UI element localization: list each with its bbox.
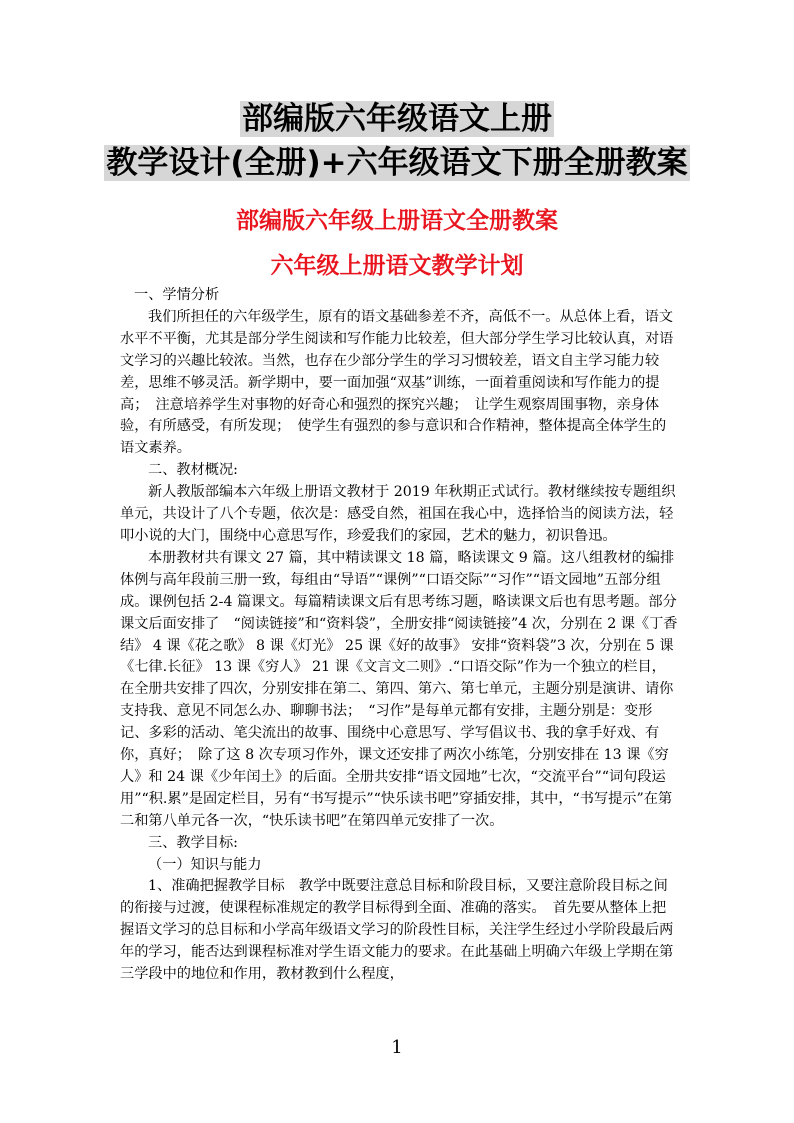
heading-learning-analysis: 一、学情分析: [134, 287, 220, 303]
heading-teaching-goals: 三、教学目标:: [148, 834, 238, 851]
paragraph-textbook-details: 本册教材共有课文 27 篇，其中精读课文 18 篇，略读课文 9 篇。这八组教材的编排体例与高年段前三册一致，每组由“导语”“课例”“口语交际”“习作”“语文园地”五部分组成。课例包括 2-4 篇课文。每篇精读课文后有思考练习题，略读课文后也有思考题。部分课文后面安排了 “阅读链接”和“资料袋”，全册安排“阅读链接”4 次，分别在 2 课《丁香结》 4 课《花之歌》 8 课《灯光》 25 课《好的故事》 安排“资料袋”3 次，分别在 5 课《七律.长征》 13 课《穷人》 21 课《文言文二则》.“口语交际”作为一个独立的栏目，在全册共安排了四次，分别安排在第二、第四、第六、第七单元，主题分别是演讲、请你支持我、意见不同怎么办、聊聊书法； “习作”是每单元都有安排，主题分别是：变形记、多彩的活动、笔尖流出的故事、围绕中心意思写、学写倡议书、我的拿手好戏、有你，真好； 除了这 8 次专项习作外，课文还安排了两次小练笔，分别安排在 13 课《穷人》和 24 课《少年闰土》的后面。全册共安排“语文园地”七次，“交流平台”“词句段运用”“积.累”是固定栏目，另有“书写提示”“快乐读书吧”穿插安排，其中，“书写提示”在第二和第八单元各一次，“快乐读书吧”在第四单元安排了一次。: [120, 549, 678, 829]
document-body: [120, 285, 680, 986]
page-number: 1: [391, 1037, 403, 1058]
title-line-2-text: 教学设计(全册)+六年级语文下册全册教案: [106, 145, 688, 181]
section-heading-teaching-plan: 六年级上册语文教学计划: [270, 253, 524, 279]
paragraph-grasp-goals: 1、准确把握教学目标 教学中既要注意总目标和阶段目标，又要注意阶段目标之间的衔接与过渡，使课程标准规定的教学目标得到全面、准确的落实。 首先要从整体上把握语文学习的总目标和小学高年级语文学习的阶段性目标，关注学生经过小学阶段最后两年的学习，能否达到课程标准对学生语文能力的要求。在此基础上明确六年级上学期在第三学段中的地位和作用，教材教到什么程度，: [120, 878, 674, 983]
heading-knowledge-ability: （一）知识与能力: [148, 856, 262, 873]
document-title-line-1: [0, 99, 794, 139]
section-heading-lesson-plans: 部编版六年级上册语文全册教案: [236, 208, 558, 234]
document-title-line-2: [0, 143, 794, 183]
paragraph-textbook-intro: 新人教版部编本六年级上册语文教材于 2019 年秋期正式试行。教材继续按专题组织单元，共设计了八个专题，依次是：感受自然，祖国在我心中，选择恰当的阅读方法，轻叩小说的大门，围绕中心意思写作，珍爱我们的家园，艺术的魅力，初识鲁迅。: [120, 484, 676, 544]
paragraph-learning-analysis: 我们所担任的六年级学生，原有的语文基础参差不齐，高低不一。从总体上看，语文水平不平衡，尤其是部分学生阅读和写作能力比较差，但大部分学生学习比较认真，对语文学习的兴趣比较浓。当然，也存在少部分学生的学习习惯较差，语文自主学习能力较差，思维不够灵活。新学期中，要一面加强“双基”训练，一面着重阅读和写作能力的提高； 注意培养学生对事物的好奇心和强烈的探究兴趣； 让学生观察周围事物，亲身体验，有所感受，有所发现； 使学生有强烈的参与意识和合作精神，整体提高全体学生的语文素养。: [120, 308, 674, 457]
heading-textbook-overview: 二、教材概况:: [148, 462, 238, 479]
title-line-1-text: 部编版六年级语文上册: [242, 101, 552, 137]
